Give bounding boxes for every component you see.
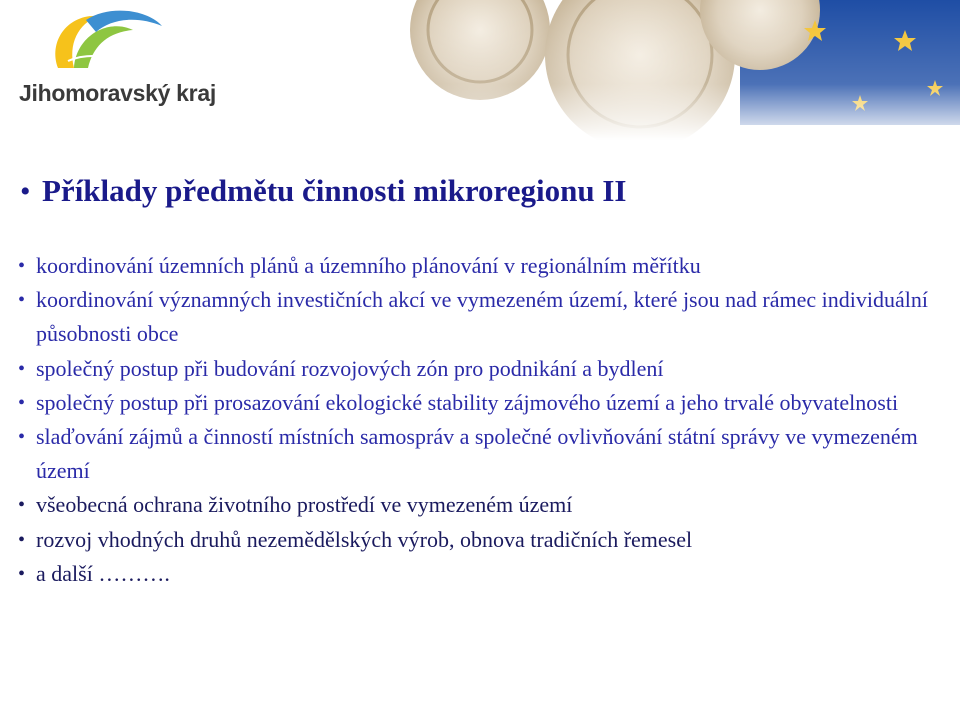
list-item-text: společný postup při prosazování ekologické stability zájmového území a jeho trvalé obyvatelnosti <box>36 389 899 415</box>
list-item <box>18 557 938 591</box>
bullet-dot: • <box>18 391 26 414</box>
list-item-text: slaďování zájmů a činností místních samospráv a společné ovlivňování státní správy ve vymezeném území <box>36 424 918 484</box>
slide-title: Příklady předmětu činnosti mikroregionu II <box>42 173 627 208</box>
bullet-dot: • <box>18 494 26 517</box>
logo-wordmark: Jihomoravský kraj <box>19 80 216 106</box>
list-item-text: rozvoj vhodných druhů nezemědělských výrob, obnova tradičních řemesel <box>36 526 693 552</box>
list-item-text: společný postup při budování rozvojových zón pro podnikání a bydlení <box>36 355 664 381</box>
bullet-dot: • <box>18 289 26 312</box>
logo-icon <box>38 6 168 76</box>
bullet-dot: • <box>18 426 26 449</box>
title-bullet: • <box>20 175 31 208</box>
list-item <box>18 420 938 488</box>
bullet-dot: • <box>18 357 26 380</box>
list-item <box>18 352 938 386</box>
list-item-text: a další ………. <box>36 560 170 586</box>
list-item <box>18 249 938 283</box>
list-item <box>18 386 938 420</box>
list-item-text: koordinování územních plánů a územního plánování v regionálním měřítku <box>36 253 701 278</box>
list-item-text: koordinování významných investičních akcí ve vymezeném území, které jsou nad rámec individuální působnosti obce <box>36 287 928 347</box>
bullet-dot: • <box>18 255 26 277</box>
list-item <box>18 283 938 351</box>
list-item-text: všeobecná ochrana životního prostředí ve vymezeném území <box>36 492 573 518</box>
bullet-list <box>18 249 938 591</box>
header-banner <box>0 0 960 140</box>
list-item <box>18 488 938 522</box>
slide-title-row <box>20 173 920 209</box>
list-item <box>18 523 938 557</box>
bullet-dot: • <box>18 528 26 551</box>
bullet-dot: • <box>18 562 26 585</box>
